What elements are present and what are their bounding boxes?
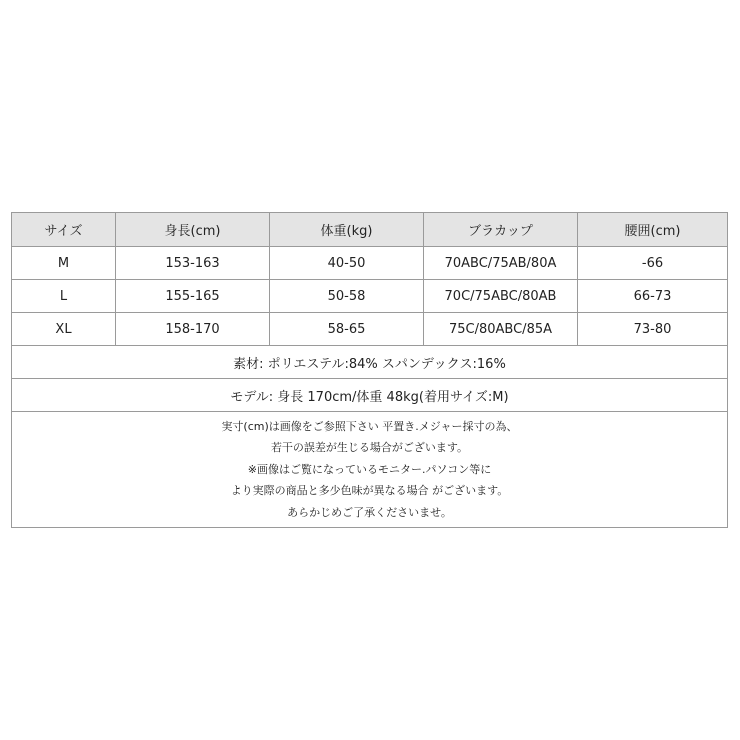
cell-size: L (12, 280, 116, 313)
material-text: 素材: ポリエステル:84% スパンデックス:16% (12, 346, 728, 379)
header-height: 身長(cm) (116, 213, 270, 247)
cell-bra-cup: 75C/80ABC/85A (424, 313, 578, 346)
header-hip: 腰囲(cm) (578, 213, 728, 247)
notes-row (12, 412, 728, 528)
cell-bra-cup: 70ABC/75AB/80A (424, 247, 578, 280)
table-row (12, 280, 728, 313)
cell-hip: 73-80 (578, 313, 728, 346)
note-line: ※画像はご覧になっているモニター.パソコン等に (247, 462, 492, 476)
header-bra-cup: ブラカップ (424, 213, 578, 247)
model-text: モデル: 身長 170cm/体重 48kg(着用サイズ:M) (12, 379, 728, 412)
note-line: 実寸(cm)は画像をご参照下さい 平置き.メジャー採寸の為、 (221, 419, 518, 433)
cell-height: 155-165 (116, 280, 270, 313)
table-row (12, 247, 728, 280)
cell-weight: 50-58 (270, 280, 424, 313)
note-line: 若干の誤差が生じる場合がございます。 (270, 441, 469, 455)
header-row (12, 213, 728, 247)
note-line: あらかじめご了承くださいませ。 (287, 505, 452, 519)
table-row (12, 313, 728, 346)
cell-weight: 58-65 (270, 313, 424, 346)
cell-weight: 40-50 (270, 247, 424, 280)
cell-hip: 66-73 (578, 280, 728, 313)
cell-size: XL (12, 313, 116, 346)
cell-bra-cup: 70C/75ABC/80AB (424, 280, 578, 313)
size-chart-table (11, 212, 728, 528)
cell-size: M (12, 247, 116, 280)
cell-height: 153-163 (116, 247, 270, 280)
cell-hip: -66 (578, 247, 728, 280)
notes-cell (12, 412, 728, 528)
model-row (12, 379, 728, 412)
cell-height: 158-170 (116, 313, 270, 346)
note-line: より実際の商品と多少色味が異なる場合 がございます。 (230, 484, 509, 498)
header-weight: 体重(kg) (270, 213, 424, 247)
header-size: サイズ (12, 213, 116, 247)
material-row (12, 346, 728, 379)
